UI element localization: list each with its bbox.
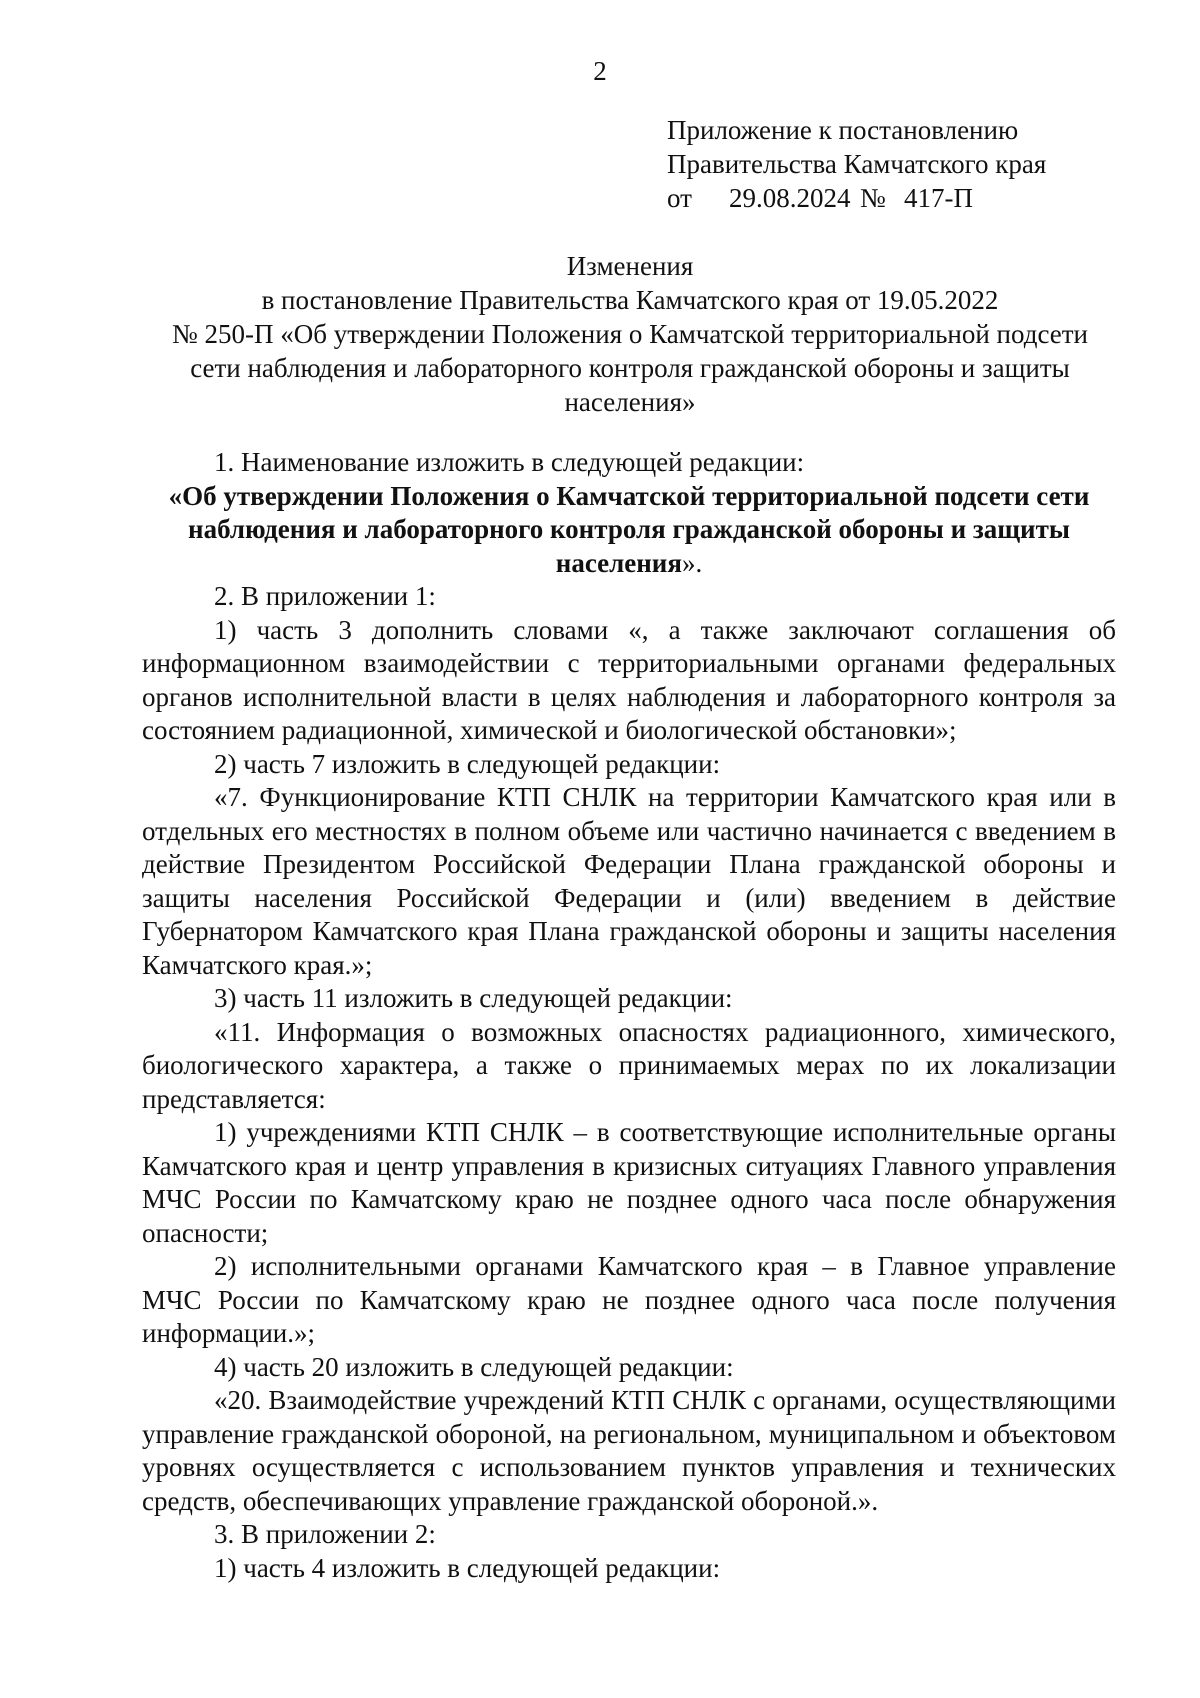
page-number: 2 [593, 56, 607, 86]
number-sign: № [860, 183, 886, 213]
new-title-bold: «Об утверждении Положения о Камчатской территориальной подсети сети наблюдения и лабораторного контроля гражданской обороны и защиты населения [168, 480, 1090, 578]
appendix-date-row [667, 181, 1046, 215]
paragraph-5: 2) часть 7 изложить в следующей редакции: [214, 748, 721, 779]
paragraph-7: 3) часть 11 изложить в следующей редакции: [214, 983, 733, 1013]
paragraph-2-new-title [142, 480, 1116, 581]
date-prefix: от [667, 183, 692, 213]
appendix-line-2: Правительства Камчатского края [667, 149, 1047, 179]
new-title-tail: ». [681, 547, 703, 578]
appendix-block [667, 113, 1046, 215]
heading-line-1: Изменения [566, 251, 694, 281]
document-heading [140, 249, 1120, 419]
heading-line-3: № 250-П «Об утверждении Положения о Камчатской территориальной подсети [171, 319, 1088, 349]
heading-line-4: сети наблюдения и лабораторного контроля гражданской обороны и защиты [190, 353, 1070, 383]
appendix-line-1: Приложение к постановлению [667, 115, 1019, 145]
paragraph-10: 2) исполнительными органами Камчатского края – в Главное управление МЧС России по Камчатскому краю не позднее одного часа после получения информации.»; [142, 1251, 1116, 1348]
resolution-date: 29.08.2024 [729, 183, 851, 213]
paragraph-8: «11. Информация о возможных опасностях радиационного, химического, биологического характера, а также о принимаемых мерах по их локализации представляется: [142, 1016, 1116, 1114]
paragraph-13: 3. В приложении 2: [214, 1519, 436, 1549]
paragraph-3: 2. В приложении 1: [214, 581, 436, 611]
paragraph-11: 4) часть 20 изложить в следующей редакции: [214, 1351, 734, 1382]
resolution-number: 417-П [904, 183, 973, 213]
paragraph-1: 1. Наименование изложить в следующей редакции: [214, 447, 805, 477]
paragraph-9: 1) учреждениями КТП СНЛК – в соответствующие исполнительные органы Камчатского края и центр управления в кризисных ситуациях Главного управления МЧС России по Камчатскому краю не позднее одного часа после обнаружения опасности; [142, 1117, 1116, 1248]
paragraph-14: 1) часть 4 изложить в следующей редакции: [214, 1552, 721, 1583]
heading-line-5: населения» [564, 387, 696, 417]
document-body [142, 446, 1116, 1585]
heading-line-2: в постановление Правительства Камчатского края от 19.05.2022 [261, 285, 999, 315]
paragraph-6: «7. Функционирование КТП СНЛК на территории Камчатского края или в отдельных его местностях в полном объеме или частично начинается с введением в действие Президентом Российской Федерации Плана гражданской обороны и защиты населения Российской Федерации и (или) введением в действие Губернатором Камчатского края Плана гражданской обороны и защиты населения Камчатского края.»; [142, 782, 1116, 980]
paragraph-12: «20. Взаимодействие учреждений КТП СНЛК с органами, осуществляющими управление гражданской обороной, на региональном, муниципальном и объектовом уровнях осуществляется с использованием пунктов управления и технических средств, обеспечивающих управление гражданской обороной.». [142, 1385, 1116, 1516]
paragraph-4: 1) часть 3 дополнить словами «, а также заключают соглашения об информационном взаимодействии с территориальными органами федеральных органов исполнительной власти в целях наблюдения и лабораторного контроля за состоянием радиационной, химической и биологической обстановки»; [142, 614, 1116, 745]
